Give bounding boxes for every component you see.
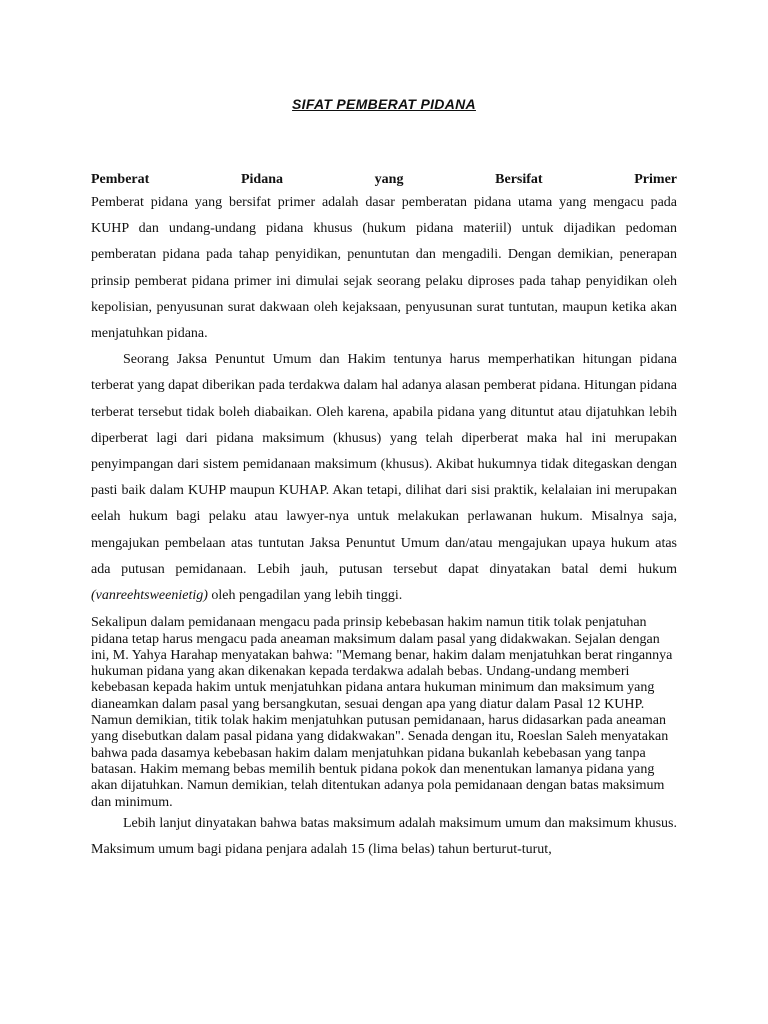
heading-word: Pemberat — [91, 172, 150, 187]
document-body — [91, 170, 677, 863]
paragraph-2-end: oleh pengadilan yang lebih tinggi. — [207, 588, 403, 604]
heading-word: Pidana — [240, 172, 283, 187]
document-title: SIFAT PEMBERAT PIDANA — [292, 96, 476, 112]
paragraph-1: Pemberat pidana yang bersifat primer adalah dasar pemberatan pidana utama yang mengacu pada KUHP dan undang-undang pidana khusus (hukum pidana materiil) untuk dijadikan pedoman pemberatan pidana pada tahap penyidikan, penuntutan dan mengadili. Dengan demikian, penerapan prinsip pemberat pidana primer ini dimulai sejak seorang pelaku diproses pada tahap penyidikan oleh kepolisian, penyusunan surat dakwaan oleh kejaksaan, penyusunan surat tuntutan, maupun ketika akan menjatuhkan pidana. — [91, 195, 677, 342]
heading-word: Primer — [634, 172, 677, 187]
paragraph-2-text: Seorang Jaksa Penuntut Umum dan Hakim tentunya harus memperhatikan hitungan pidana terberat yang dapat diberikan pada terdakwa dalam hal adanya alasan pemberat pidana. Hitungan pidana terberat tersebut tidak boleh diabaikan. Oleh karena, apabila pidana yang dituntut atau dijatuhkan lebih diperberat lagi dari pidana maksimum (khusus) yang telah diperberat maka hal ini merupakan penyimpangan dari sistem pemidanaan maksimum (khusus). Akibat hukumnya tidak ditegaskan dengan pasti baik dalam KUHP maupun KUHAP. Akan tetapi, dilihat dari sisi praktik, kelalaian ini merupakan eelah hukum bagi pelaku atau lawyer-nya untuk melakukan perlawanan hukum. Misalnya saja, mengajukan pembelaan atas tuntutan Jaksa Penuntut Umum dan/atau mengajukan upaya hukum atas ada putusan pemidanaan. Lebih jauh, putusan tersebut dapat dinyatakan batal demi hukum — [91, 352, 677, 577]
paragraph-4: Lebih lanjut dinyatakan bahwa batas maksimum adalah maksimum umum dan maksimum khusus. Maksimum umum bagi pidana penjara adalah 15 (lima belas) tahun berturut-turut, — [91, 815, 677, 858]
heading-word: yang — [374, 172, 404, 187]
paragraph-2 — [91, 347, 677, 609]
section-heading — [91, 170, 677, 190]
heading-word: Bersifat — [495, 172, 543, 187]
paragraph-3: Sekalipun dalam pemidanaan mengacu pada prinsip kebebasan hakim namun titik tolak penjatuhan pidana tetap harus mengacu pada aneaman maksimum dalam pasal yang didakwakan. Sejalan dengan ini, M. Yahya Harahap menyatakan bahwa: "Memang benar, hakim dalam menjatuhkan berat ringannya hukuman pidana yang akan dikenakan kepada terdakwa adalah bebas. Undang-undang memberi kebebasan kepada hakim untuk menjatuhkan pidana antara hukuman minimum dan maksimum yang dianeamkan dalam pasal yang bersangkutan, sesuai dengan apa yang diatur dalam Pasal 12 KUHP. Namun demikian, titik tolak hakim menjatuhkan putusan pemidanaan, harus didasarkan pada aneaman yang disebutkan dalam pasal pidana yang didakwakan". Senada dengan itu, Roeslan Saleh menyatakan bahwa pada dasamya kebebasan hakim dalam menjatuhkan pidana bukanlah kebebasan yang tanpa batasan. Hakim memang bebas memilih bentuk pidana pokok dan menentukan lamanya pidana yang akan dijatuhkan. Namun demikian, telah ditentukan adanya pola pemidanaan dengan batas maksimum dan minimum. — [91, 615, 673, 810]
latin-term: (vanreehtsweenietig) — [91, 588, 208, 604]
